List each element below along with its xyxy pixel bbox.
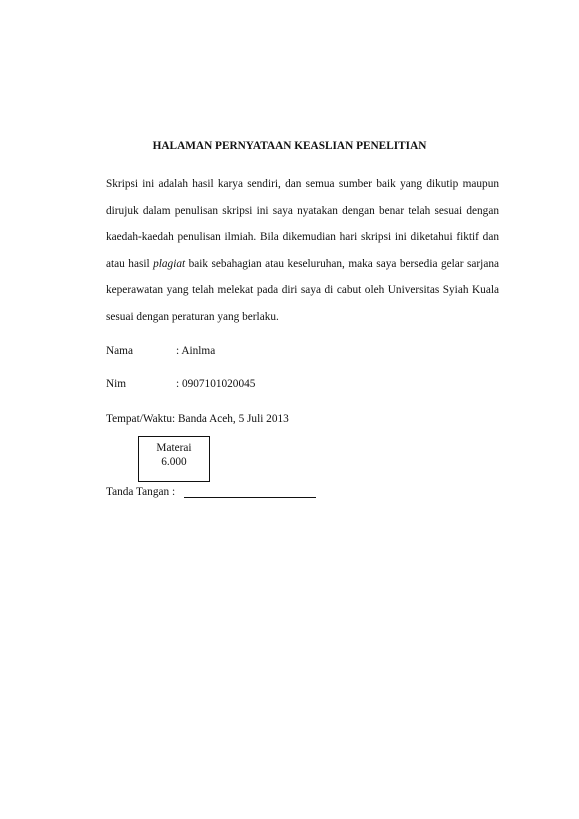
signature-line [184,497,316,498]
nama-value: : Ainlma [176,345,216,357]
nim-value: : 0907101020045 [176,378,256,390]
signature-label: Tanda Tangan : [106,486,176,498]
statement-paragraph [106,174,499,333]
paragraph-line: dirujuk dalam penulisan skripsi ini saya nyatakan dengan benar telah sesuai dengan [106,204,499,217]
paragraph-text: baik sebahagian atau keseluruhan, maka saya bersedia gelar sarjana [185,257,499,270]
nama-field [106,345,215,357]
nim-label: Nim [106,378,127,390]
paragraph-text: atau hasil [106,257,154,270]
paragraph-line: keperawatan yang telah melekat pada diri saya di cabut oleh Universitas Syiah Kuala [106,284,499,296]
materai-value: 6.000 [161,456,187,468]
italic-term: plagiat [153,257,186,270]
nim-field [106,378,255,390]
nama-label: Nama [106,345,133,357]
page-title: HALAMAN PERNYATAAN KEASLIAN PENELITIAN [152,140,427,152]
paragraph-line: kaedah-kaedah penulisan ilmiah. Bila dikemudian hari skripsi ini diketahui fiktif dan [106,231,499,243]
paragraph-line: Skripsi ini adalah hasil karya sendiri, dan semua sumber baik yang dikutip maupun [106,178,499,190]
materai-stamp-box [138,436,210,482]
tempat-waktu-field: Tempat/Waktu: Banda Aceh, 5 Juli 2013 [106,413,289,425]
materai-label: Materai [156,442,192,454]
paragraph-line [106,254,499,281]
paragraph-line: sesuai dengan peraturan yang berlaku. [106,310,279,323]
